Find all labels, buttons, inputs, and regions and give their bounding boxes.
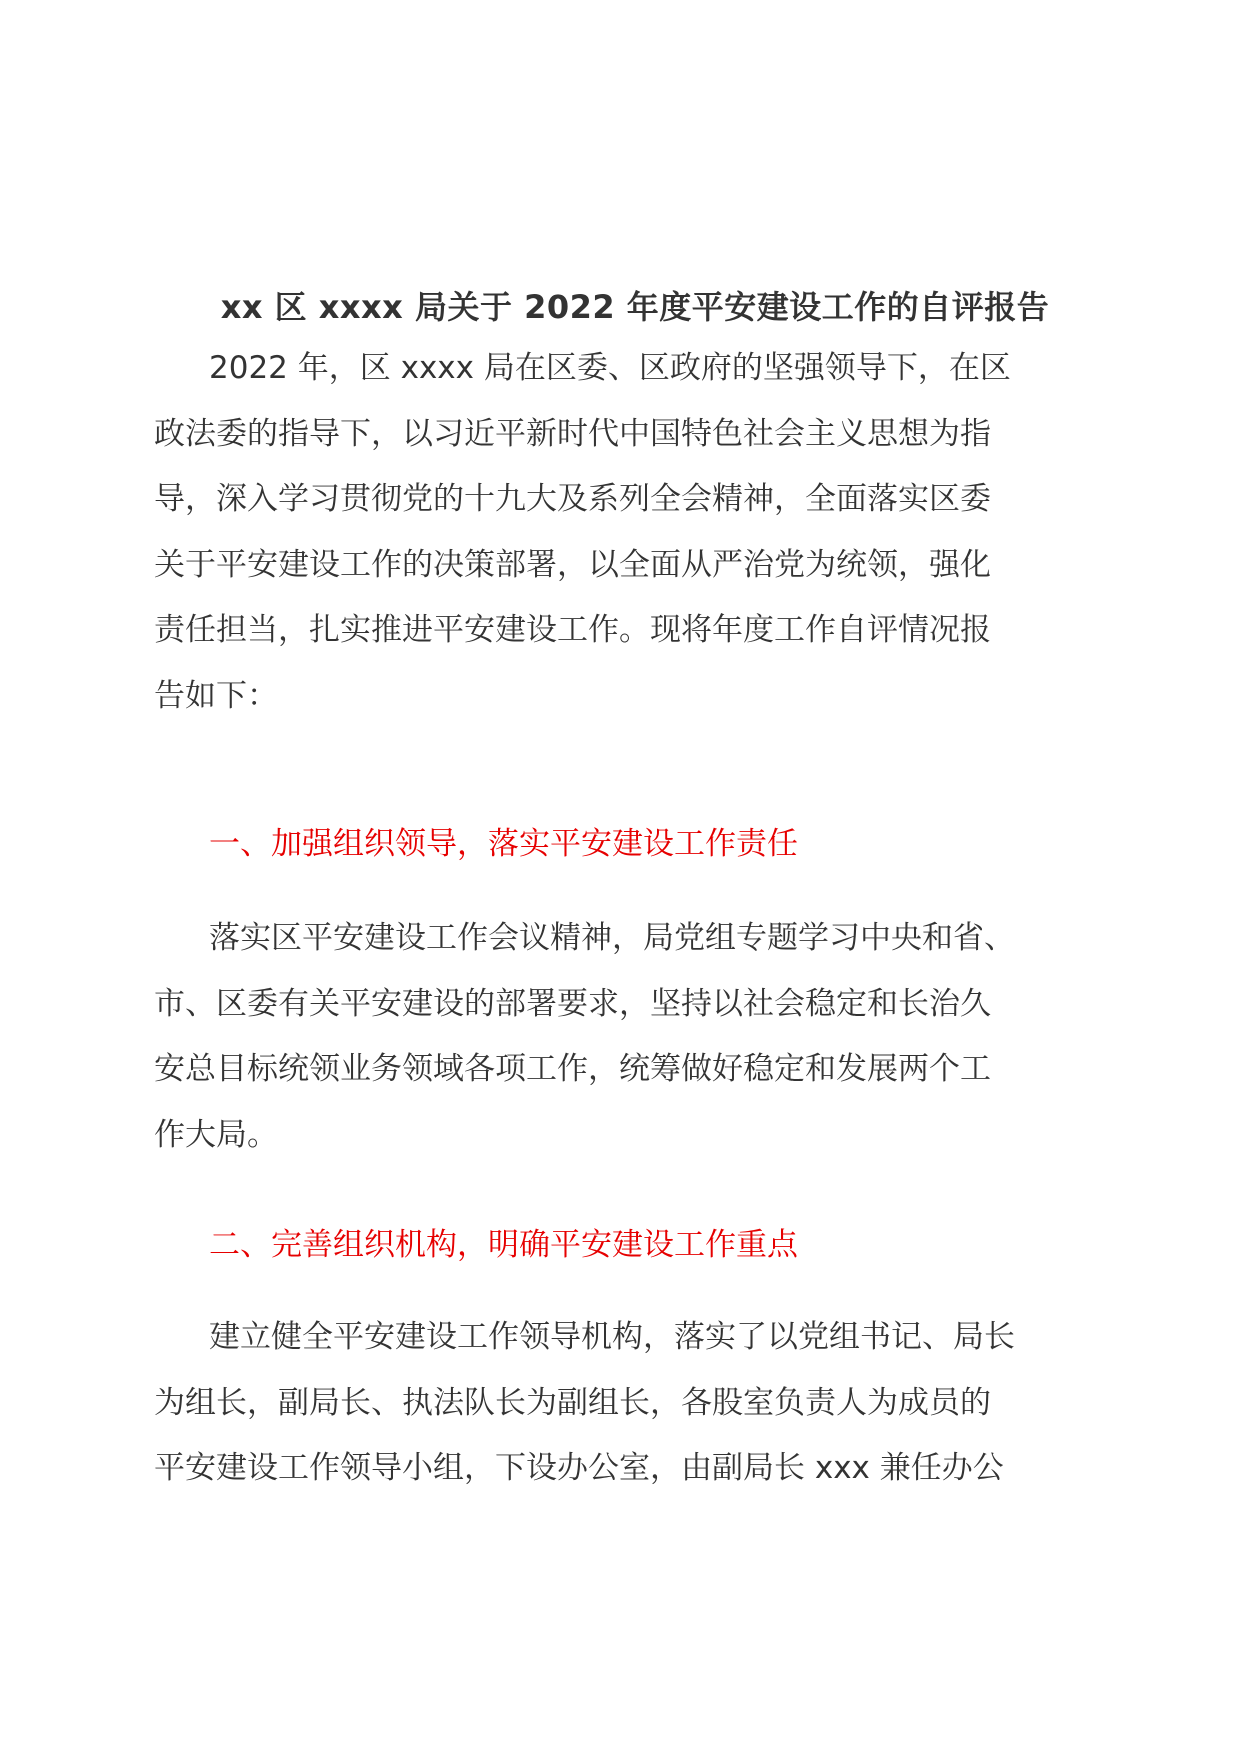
paragraph-line: 2022 年，区 xxxx 局在区委、区政府的坚强领导下，在区: [209, 350, 1011, 386]
paragraph-line: 关于平安建设工作的决策部署，以全面从严治党为统领，强化: [154, 546, 991, 583]
paragraph-line: 落实区平安建设工作会议精神，局党组专题学习中央和省、: [209, 920, 1015, 956]
paragraph-line: 告如下：: [154, 677, 278, 714]
paragraph-line: 为组长，副局长、执法队长为副组长，各股室负责人为成员的: [154, 1384, 991, 1421]
paragraph-line: 责任担当，扎实推进平安建设工作。现将年度工作自评情况报: [154, 612, 991, 648]
paragraph-line: 建立健全平安建设工作领导机构，落实了以党组书记、局长: [209, 1319, 1015, 1355]
paragraph-line: 市、区委有关平安建设的部署要求，坚持以社会稳定和长治久: [154, 985, 991, 1022]
section-heading-1: 一、加强组织领导，落实平安建设工作责任: [209, 826, 798, 862]
paragraph-line: 安总目标统领业务领域各项工作，统筹做好稳定和发展两个工: [154, 1051, 991, 1087]
intro-paragraph: [154, 336, 1011, 729]
paragraph-line: 导，深入学习贯彻党的十九大及系列全会精神，全面落实区委: [154, 481, 991, 517]
section-heading-2: 二、完善组织机构，明确平安建设工作重点: [209, 1227, 798, 1263]
section-2-paragraph: [154, 1305, 1015, 1502]
section-1-paragraph: [154, 906, 1015, 1168]
paragraph-line: 作大局。: [154, 1116, 278, 1153]
document-title: xx 区 xxxx 局关于 2022 年度平安建设工作的自评报告: [220, 288, 1050, 326]
paragraph-line: 平安建设工作领导小组，下设办公室，由副局长 xxx 兼任办公: [154, 1450, 1004, 1486]
paragraph-line: 政法委的指导下，以习近平新时代中国特色社会主义思想为指: [154, 415, 991, 452]
